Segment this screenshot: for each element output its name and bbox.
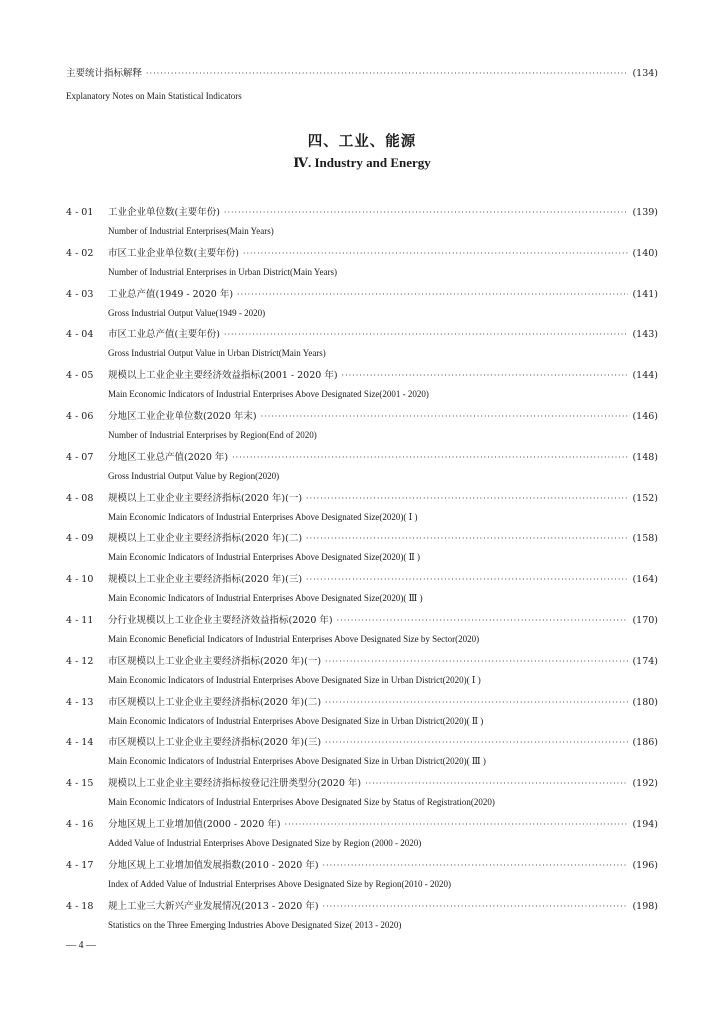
toc-entry[interactable] xyxy=(66,696,658,709)
toc-entry[interactable] xyxy=(66,614,658,627)
toc-entry-zh-title: 规模以上工业企业主要经济效益指标(2001 - 2020 年) xyxy=(108,370,338,382)
leader-dots xyxy=(325,736,628,749)
leader-dots xyxy=(224,206,629,219)
leader-dots xyxy=(224,328,629,341)
toc-entry[interactable] xyxy=(66,818,658,831)
section-title: 四、工业、能源 xyxy=(307,134,417,150)
leader-dots xyxy=(325,655,628,668)
toc-entry-number: 4 - 12 xyxy=(66,655,94,667)
toc-entry-page-number: (134) xyxy=(632,68,658,79)
toc-entry-number: 4 - 05 xyxy=(66,370,94,382)
page-number: — 4 — xyxy=(66,940,96,951)
toc-entry-number: 4 - 14 xyxy=(66,737,94,749)
toc-entry-top[interactable] xyxy=(66,67,658,80)
leader-dots xyxy=(337,614,629,627)
section-subtitle: Ⅳ. Industry and Energy xyxy=(293,155,431,170)
toc-entry-en-title: Main Economic Indicators of Industrial Enterprises Above Designated Size(2020)( Ⅱ ) xyxy=(108,552,421,563)
leader-dots xyxy=(325,696,628,709)
toc-entry-number: 4 - 02 xyxy=(66,247,94,259)
toc-entry-en-title: Added Value of Industrial Enterprises Above Designated Size by Region (2000 - 2020) xyxy=(108,838,422,848)
toc-entry-page-number: (192) xyxy=(632,778,658,790)
toc-entry-number: 4 - 18 xyxy=(66,900,94,912)
toc-entry-number: 4 - 11 xyxy=(66,615,94,626)
toc-entry-zh-title: 规上工业三大新兴产业发展情况(2013 - 2020 年) xyxy=(108,900,319,912)
toc-entry[interactable] xyxy=(66,532,658,545)
toc-entry-number: 4 - 10 xyxy=(66,574,94,586)
toc-entry-number: 4 - 13 xyxy=(66,696,94,708)
toc-entry-number: 4 - 06 xyxy=(66,411,94,422)
toc-entry-number: 4 - 01 xyxy=(66,207,94,218)
toc-entry-zh-title: 规模以上工业企业主要经济指标(2020 年)(三) xyxy=(108,574,303,586)
toc-entry-number: 4 - 07 xyxy=(66,451,94,463)
toc-entry-number: 4 - 09 xyxy=(66,533,94,545)
toc-entry-zh-title: 规模以上工业企业主要经济指标按登记注册类型分(2020 年) xyxy=(108,778,362,790)
toc-entry-en-title: Gross Industrial Output Value in Urban District(Main Years) xyxy=(108,348,326,359)
toc-entry[interactable] xyxy=(66,900,658,913)
leader-dots xyxy=(306,573,628,586)
toc-entry-zh-title: 分地区规上工业增加值发展指数(2010 - 2020 年) xyxy=(108,859,319,871)
toc-entry-zh-title: 分地区工业总产值(2020 年) xyxy=(108,451,229,463)
toc-entry-en-title: Main Economic Beneficial Indicators of Industrial Enterprises Above Designated Size by Sector(2020) xyxy=(108,634,480,644)
toc-entry-en-title: Explanatory Notes on Main Statistical Indicators xyxy=(66,91,242,101)
toc-entry-zh-title: 市区工业企业单位数(主要年份) xyxy=(108,247,239,259)
leader-dots xyxy=(323,859,629,872)
leader-dots xyxy=(243,247,629,260)
toc-entry-zh-title: 规模以上工业企业主要经济指标(2020 年)(一) xyxy=(108,492,303,504)
toc-entry-number: 4 - 08 xyxy=(66,492,94,504)
toc-entry-en-title: Number of Industrial Enterprises in Urban District(Main Years) xyxy=(108,266,337,277)
toc-entry-en-title: Main Economic Indicators of Industrial Enterprises Above Designated Size in Urban District(2020)( Ⅰ ) xyxy=(108,674,481,685)
toc-entry[interactable] xyxy=(66,206,658,219)
toc-entry-zh-title: 市区规模以上工业企业主要经济指标(2020 年)(三) xyxy=(108,737,322,749)
toc-entry-page-number: (146) xyxy=(632,411,658,422)
toc-entry-zh-title: 分地区工业企业单位数(2020 年末) xyxy=(108,411,257,422)
leader-dots xyxy=(323,900,629,913)
toc-entry-page-number: (174) xyxy=(632,655,658,667)
toc-entry-page-number: (186) xyxy=(632,737,658,749)
toc-entry[interactable] xyxy=(66,655,658,668)
toc-entry-en-title: Statistics on the Three Emerging Industries Above Designated Size( 2013 - 2020) xyxy=(108,919,402,930)
toc-entry-en-title: Number of Industrial Enterprises by Region(End of 2020) xyxy=(108,430,317,440)
toc-entry-page-number: (164) xyxy=(632,574,658,586)
toc-entry-zh-title: 规模以上工业企业主要经济指标(2020 年)(二) xyxy=(108,533,303,545)
leader-dots xyxy=(342,369,629,382)
leader-dots xyxy=(365,777,628,790)
toc-entry-en-title: Main Economic Indicators of Industrial Enterprises Above Designated Size by Status of Registration(2020) xyxy=(108,797,495,808)
toc-entry[interactable] xyxy=(66,859,658,872)
leader-dots xyxy=(285,818,629,831)
toc-entry-zh-title: 分行业规模以上工业企业主要经济效益指标(2020 年) xyxy=(108,615,333,626)
toc-entry-number: 4 - 15 xyxy=(66,778,94,790)
toc-entry-page-number: (180) xyxy=(632,696,658,708)
toc-entry-number: 4 - 04 xyxy=(66,329,94,341)
toc-entry-en-title: Gross Industrial Output Value by Region(2020) xyxy=(108,470,280,481)
toc-entry[interactable] xyxy=(66,328,658,341)
toc-entry-zh-title: 工业总产值(1949 - 2020 年) xyxy=(108,288,234,300)
toc-entry-number: 4 - 17 xyxy=(66,859,94,871)
toc-entry-zh-title: 市区规模以上工业企业主要经济指标(2020 年)(一) xyxy=(108,655,322,667)
toc-entry[interactable] xyxy=(66,410,658,423)
toc-entry-page-number: (141) xyxy=(632,288,658,300)
toc-entry[interactable] xyxy=(66,451,658,464)
toc-entry-zh-title: 工业企业单位数(主要年份) xyxy=(108,207,220,218)
toc-entry-page-number: (194) xyxy=(632,819,658,830)
toc-entry-page-number: (144) xyxy=(632,370,658,382)
toc-entry-en-title: Gross Industrial Output Value(1949 - 2020) xyxy=(108,307,266,318)
leader-dots xyxy=(146,67,628,80)
toc-entry-page-number: (143) xyxy=(632,329,658,341)
leader-dots xyxy=(306,492,628,505)
toc-entry[interactable] xyxy=(66,492,658,505)
toc-entry[interactable] xyxy=(66,247,658,260)
toc-entry-page-number: (158) xyxy=(632,533,658,545)
toc-entry-zh-title: 主要统计指标解释 xyxy=(66,68,143,79)
leader-dots xyxy=(261,410,629,423)
toc-entry-page-number: (152) xyxy=(632,492,658,504)
toc-entry-page-number: (140) xyxy=(632,247,658,259)
toc-entry-en-title: Number of Industrial Enterprises(Main Years) xyxy=(108,226,274,236)
toc-entry-page-number: (196) xyxy=(632,859,658,871)
toc-entry-page-number: (198) xyxy=(632,900,658,912)
toc-entry-zh-title: 市区工业总产值(主要年份) xyxy=(108,329,220,341)
toc-entry-en-title: Main Economic Indicators of Industrial Enterprises Above Designated Size(2020)( Ⅰ ) xyxy=(108,511,418,522)
toc-entry-number: 4 - 03 xyxy=(66,288,94,300)
toc-entry-en-title: Main Economic Indicators of Industrial Enterprises Above Designated Size(2020)( Ⅲ ) xyxy=(108,593,423,604)
toc-entry-page-number: (139) xyxy=(632,207,658,218)
toc-entry-en-title: Main Economic Indicators of Industrial Enterprises Above Designated Size in Urban District(2020)( Ⅲ ) xyxy=(108,756,486,767)
leader-dots xyxy=(237,288,628,301)
leader-dots xyxy=(306,532,628,545)
toc-entry-page-number: (170) xyxy=(632,615,658,626)
toc-entry[interactable] xyxy=(66,288,658,301)
toc-entry-en-title: Main Economic Indicators of Industrial Enterprises Above Designated Size(2001 - 2020) xyxy=(108,389,429,400)
toc-entry-en-title: Main Economic Indicators of Industrial Enterprises Above Designated Size in Urban District(2020)( Ⅱ ) xyxy=(108,715,484,726)
toc-entry-number: 4 - 16 xyxy=(66,819,94,830)
toc-entry-page-number: (148) xyxy=(632,451,658,463)
toc-entry[interactable] xyxy=(66,573,658,586)
toc-entry[interactable] xyxy=(66,777,658,790)
toc-entry-en-title: Index of Added Value of Industrial Enterprises Above Designated Size by Region(2010 - 2020) xyxy=(108,878,452,889)
toc-entry-zh-title: 分地区规上工业增加值(2000 - 2020 年) xyxy=(108,819,281,830)
leader-dots xyxy=(232,451,628,464)
toc-entry[interactable] xyxy=(66,736,658,749)
toc-entry[interactable] xyxy=(66,369,658,382)
toc-entry-zh-title: 市区规模以上工业企业主要经济指标(2020 年)(二) xyxy=(108,696,322,708)
